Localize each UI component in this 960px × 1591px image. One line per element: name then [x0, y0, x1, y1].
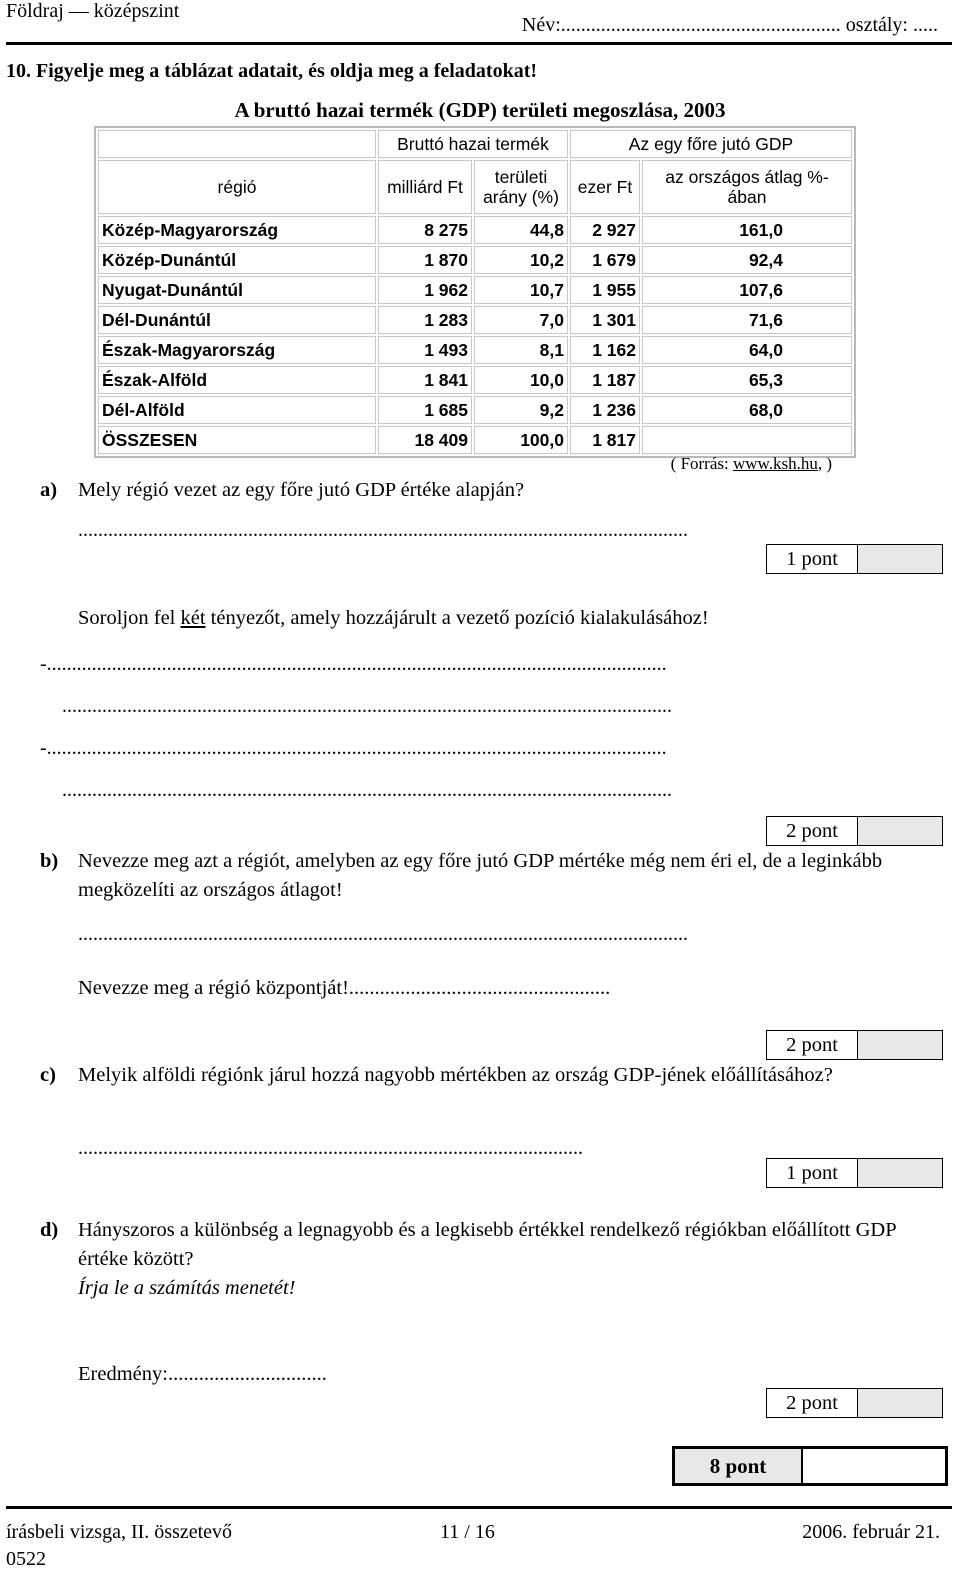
share-cell: 100,0	[474, 426, 568, 454]
gdp-billion-cell: 1 685	[378, 396, 472, 424]
region-cell: Dél-Alföld	[98, 396, 376, 424]
points-label: 1 pont	[767, 1159, 858, 1187]
region-cell: Közép-Dunántúl	[98, 246, 376, 274]
per-capita-cell: 1 817	[570, 426, 640, 454]
answer-line-b[interactable]: ..........................................................................................................................	[78, 923, 688, 945]
per-capita-cell: 1 955	[570, 276, 640, 304]
question-d-text: Hányszoros a különbség a legnagyobb és a legkisebb értékkel rendelkező régiókban előállított GDP értéke között?	[78, 1219, 896, 1270]
footer-page-number: 11 / 16	[440, 1521, 495, 1543]
national-pct-cell: 92,4	[642, 246, 852, 274]
col-header-national-avg: az országos átlag %-ában	[642, 160, 852, 214]
points-label: 2 pont	[767, 817, 858, 845]
col-header-billion-ft: milliárd Ft	[378, 160, 472, 214]
table-corner-cell	[98, 130, 376, 158]
region-cell: Észak-Magyarország	[98, 336, 376, 364]
gdp-billion-cell: 1 962	[378, 276, 472, 304]
share-cell: 9,2	[474, 396, 568, 424]
footer-rule	[6, 1506, 952, 1509]
table-caption: A bruttó hazai termék (GDP) területi megoszlása, 2003	[234, 98, 726, 122]
question-a-text: Mely régió vezet az egy főre jutó GDP értéke alapján?	[78, 479, 525, 501]
points-label: 2 pont	[767, 1031, 858, 1059]
national-pct-cell: 161,0	[642, 216, 852, 244]
header-rule	[6, 42, 952, 45]
gdp-billion-cell: 1 870	[378, 246, 472, 274]
per-capita-cell: 1 187	[570, 366, 640, 394]
answer-line-a[interactable]: ..........................................................................................................................	[78, 519, 688, 541]
per-capita-cell: 2 927	[570, 216, 640, 244]
per-capita-cell: 1 301	[570, 306, 640, 334]
region-cell: ÖSSZESEN	[98, 426, 376, 454]
points-score-field[interactable]	[858, 1389, 942, 1417]
source-link[interactable]: www.ksh.hu	[732, 454, 818, 473]
share-cell: 10,0	[474, 366, 568, 394]
table-row	[98, 276, 852, 304]
col-header-thousand-ft: ezer Ft	[570, 160, 640, 214]
per-capita-cell: 1 162	[570, 336, 640, 364]
gdp-table	[94, 126, 856, 458]
question-a-label: a)	[40, 479, 58, 501]
group-header-gdp: Bruttó hazai termék	[378, 130, 568, 158]
table-row	[98, 336, 852, 364]
question-a-sub-text: Soroljon fel két tényezőt, amely hozzájárult a vezető pozíció kialakulásához!	[78, 607, 709, 629]
points-label: 2 pont	[767, 1389, 858, 1417]
table-row	[98, 366, 852, 394]
gdp-billion-cell: 8 275	[378, 216, 472, 244]
header-subject: Földraj — középszint	[6, 0, 180, 22]
group-header-per-capita: Az egy főre jutó GDP	[570, 130, 852, 158]
question-b-text: Nevezze meg azt a régiót, amelyben az egy főre jutó GDP mértéke még nem éri el, de a leginkább megközelíti az országos átlagot!	[78, 850, 883, 901]
points-box-c	[766, 1158, 943, 1188]
national-pct-cell: 68,0	[642, 396, 852, 424]
points-label: 1 pont	[767, 545, 858, 573]
points-box-a2	[766, 816, 943, 846]
col-header-share: területi arány (%)	[474, 160, 568, 214]
national-pct-cell	[642, 426, 852, 454]
total-points-label: 8 pont	[675, 1449, 803, 1483]
answer-line-a4[interactable]: ..........................................................................................................................	[62, 779, 672, 801]
table-row	[98, 396, 852, 424]
table-body	[98, 216, 852, 454]
points-box-a	[766, 544, 943, 574]
question-c-text: Melyik alföldi régiónk járul hozzá nagyobb mértékben az ország GDP-jének előállításához?	[78, 1064, 833, 1086]
total-points-field[interactable]	[803, 1449, 945, 1483]
table-row	[98, 246, 852, 274]
answer-line-a3[interactable]: -............................................................................................................................	[40, 737, 667, 759]
region-cell: Nyugat-Dunántúl	[98, 276, 376, 304]
table-row	[98, 216, 852, 244]
points-box-d	[766, 1388, 943, 1418]
footer-code: 0522	[6, 1548, 46, 1570]
gdp-billion-cell: 1 493	[378, 336, 472, 364]
question-d-label: d)	[40, 1219, 59, 1241]
region-cell: Dél-Dunántúl	[98, 306, 376, 334]
answer-line-a2[interactable]: ..........................................................................................................................	[62, 695, 672, 717]
table-row	[98, 306, 852, 334]
points-score-field[interactable]	[858, 1031, 942, 1059]
share-cell: 10,7	[474, 276, 568, 304]
question-d-instruction: Írja le a számítás menetét!	[78, 1277, 296, 1299]
national-pct-cell: 64,0	[642, 336, 852, 364]
gdp-billion-cell: 1 283	[378, 306, 472, 334]
share-cell: 7,0	[474, 306, 568, 334]
underlined-word: két	[180, 607, 206, 629]
points-score-field[interactable]	[858, 1159, 942, 1187]
national-pct-cell: 107,6	[642, 276, 852, 304]
region-cell: Közép-Magyarország	[98, 216, 376, 244]
question-b-sub[interactable]: Nevezze meg a régió központját!...................................................	[78, 977, 611, 999]
points-score-field[interactable]	[858, 817, 942, 845]
footer-date: 2006. február 21.	[802, 1521, 940, 1543]
question-c-label: c)	[40, 1064, 56, 1086]
region-cell: Észak-Alföld	[98, 366, 376, 394]
gdp-billion-cell: 1 841	[378, 366, 472, 394]
per-capita-cell: 1 679	[570, 246, 640, 274]
share-cell: 44,8	[474, 216, 568, 244]
question-title: 10. Figyelje meg a táblázat adatait, és oldja meg a feladatokat!	[6, 60, 538, 82]
source-note: ( Forrás: www.ksh.hu, )	[670, 454, 832, 473]
per-capita-cell: 1 236	[570, 396, 640, 424]
share-cell: 8,1	[474, 336, 568, 364]
answer-line-a1[interactable]: -............................................................................................................................	[40, 653, 667, 675]
share-cell: 10,2	[474, 246, 568, 274]
national-pct-cell: 71,6	[642, 306, 852, 334]
table-row	[98, 426, 852, 454]
answer-line-c[interactable]: .....................................................................................................	[78, 1137, 583, 1159]
national-pct-cell: 65,3	[642, 366, 852, 394]
points-box-b	[766, 1030, 943, 1060]
total-points-box	[672, 1446, 948, 1486]
question-b-label: b)	[40, 850, 59, 872]
points-score-field[interactable]	[858, 545, 942, 573]
result-field[interactable]: Eredmény:...............................	[78, 1363, 327, 1385]
gdp-billion-cell: 18 409	[378, 426, 472, 454]
header-name-class: Név:........................................................ osztály: .....	[521, 14, 938, 36]
col-header-region: régió	[98, 160, 376, 214]
footer-exam-label: írásbeli vizsga, II. összetevő	[6, 1521, 233, 1543]
